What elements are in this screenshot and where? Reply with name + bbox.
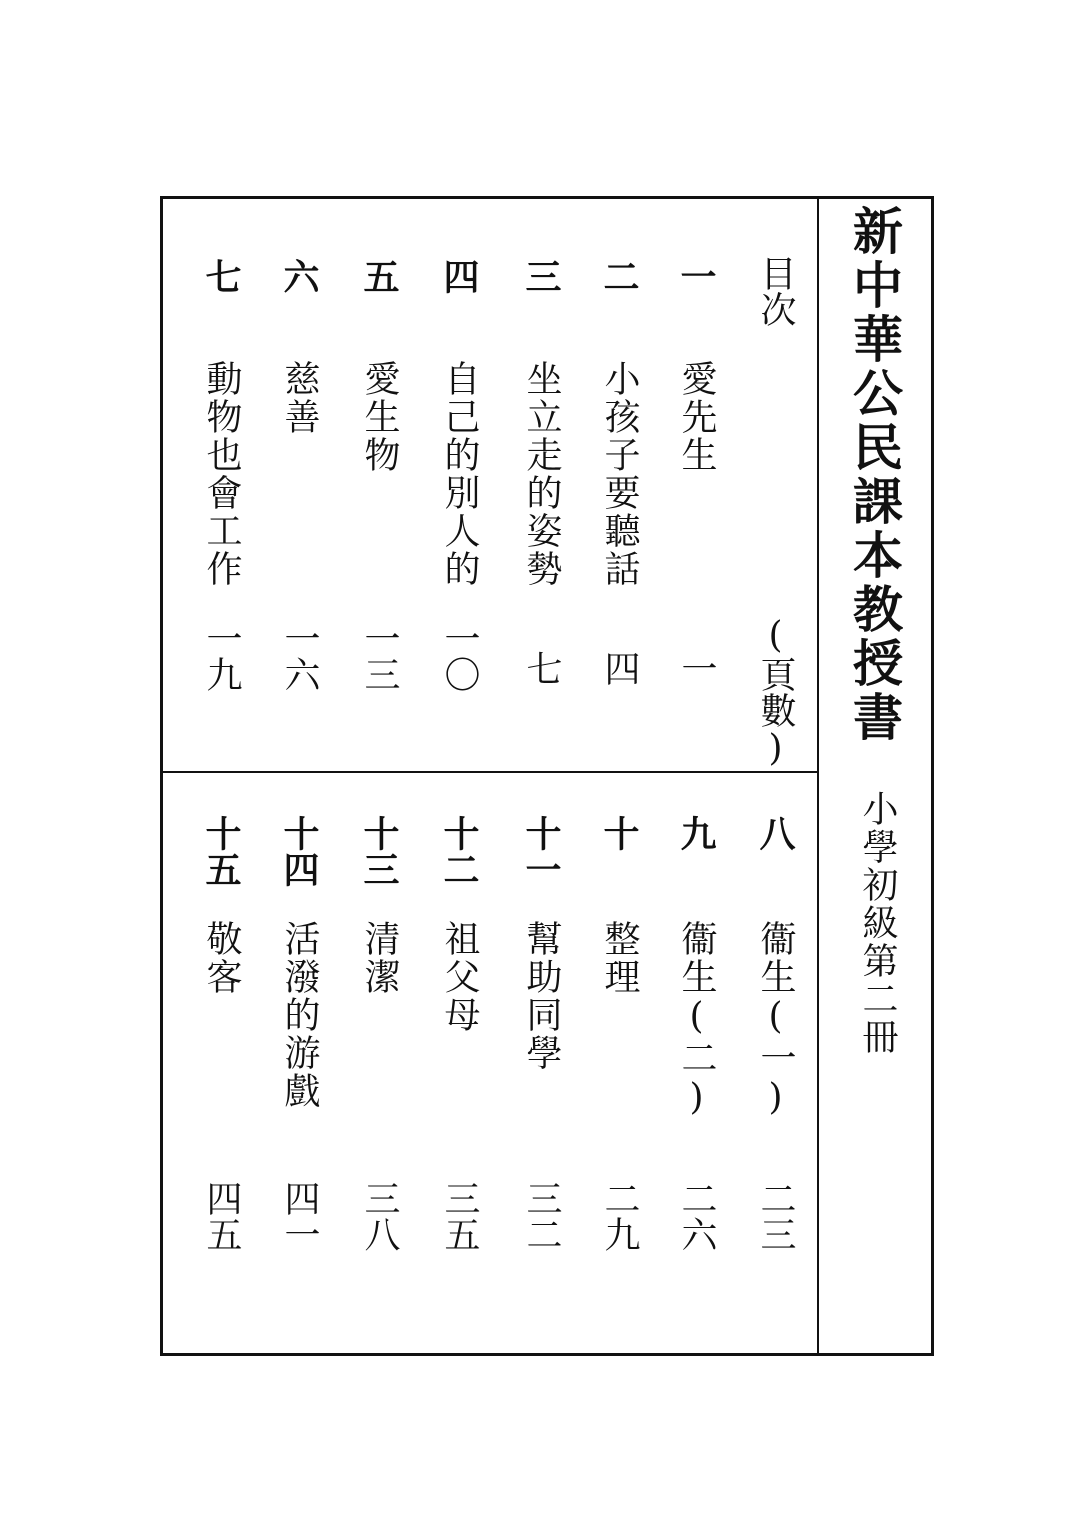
lesson-title: 坐立走的姿勢 [521,360,562,588]
lesson-page: 四一 [279,1180,320,1252]
lesson-title: 自己的別人的 [439,360,480,588]
lesson-number: 八 [754,815,796,851]
lesson-page: 二三 [755,1180,796,1252]
title-divider [817,199,819,1353]
lesson-title: 整理 [599,920,640,996]
lesson-title: 動物也會工作 [201,360,242,588]
lesson-title: 愛生物 [359,360,400,474]
lesson-page: 一三 [359,620,400,692]
lesson-title: 祖父母 [439,920,480,1034]
lesson-number: 九 [675,815,717,851]
lesson-number: 十二 [438,815,480,887]
lesson-number: 五 [358,258,400,294]
book-title: 新中華公民課本教授書 [845,205,904,745]
lesson-title: 幫助同學 [521,920,562,1072]
lesson-number: 七 [200,258,242,294]
lesson-number: 十五 [200,815,242,887]
lesson-title: 小孩子要聽話 [599,360,640,588]
lesson-number: 六 [278,258,320,294]
page-column-label: (頁數) [755,615,796,769]
lesson-page: 一六 [279,620,320,692]
lesson-page: 一九 [201,620,242,692]
lesson-number: 十 [598,815,640,851]
half-divider [163,771,817,773]
lesson-title: 活潑的游戲 [279,920,320,1110]
book-subtitle: 小學初級第二冊 [857,790,898,1056]
lesson-page: 三五 [439,1180,480,1252]
lesson-number: 十四 [278,815,320,887]
lesson-page: 二六 [676,1180,717,1252]
lesson-number: 一 [675,258,717,294]
lesson-title: 衞生(二) [676,920,717,1120]
lesson-title: 敬客 [201,920,242,996]
lesson-number: 四 [438,258,480,294]
lesson-page: 三二 [521,1180,562,1252]
toc-heading: 目次 [755,255,796,327]
lesson-title: 慈善 [279,360,320,436]
lesson-page: 一 [676,650,717,686]
lesson-number: 二 [598,258,640,294]
lesson-number: 十三 [358,815,400,887]
lesson-number: 三 [520,258,562,294]
lesson-page: 四 [599,650,640,686]
lesson-page: 四五 [201,1180,242,1252]
lesson-page: 一〇 [439,620,480,692]
lesson-title: 衞生(一) [755,920,796,1120]
lesson-page: 七 [521,650,562,686]
lesson-number: 十一 [520,815,562,887]
lesson-page: 二九 [599,1180,640,1252]
lesson-title: 愛先生 [676,360,717,474]
lesson-title: 清潔 [359,920,400,996]
lesson-page: 三八 [359,1180,400,1252]
